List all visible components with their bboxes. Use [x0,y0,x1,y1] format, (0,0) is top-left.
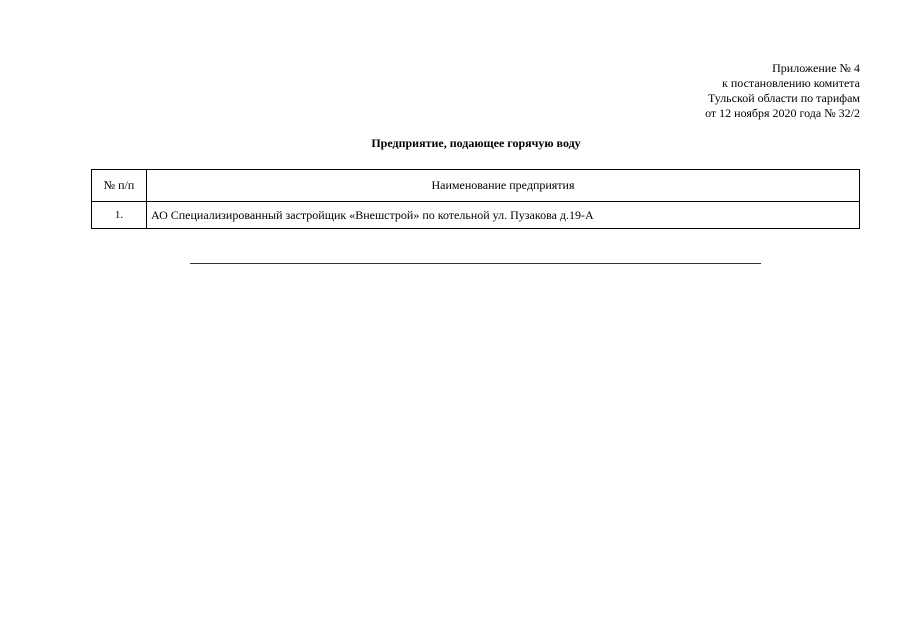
appendix-date: от 12 ноября 2020 года № 32/2 [705,106,860,120]
closing-rule [190,263,761,264]
appendix-resolution-ref: к постановлению комитета [722,76,860,90]
column-header-number: № п/п [92,170,147,202]
table-row [92,202,860,229]
column-header-name: Наименование предприятия [147,170,860,202]
table-header-row [92,170,860,202]
appendix-number: Приложение № 4 [772,61,860,75]
enterprise-name: АО Специализированный застройщик «Внешстрой» по котельной ул. Пузакова д.19-А [147,202,860,229]
appendix-header [705,61,860,121]
enterprise-table [91,169,860,229]
document-title: Предприятие, подающее горячую воду [371,136,581,150]
row-number: 1. [92,202,147,229]
appendix-committee: Тульской области по тарифам [707,91,860,105]
